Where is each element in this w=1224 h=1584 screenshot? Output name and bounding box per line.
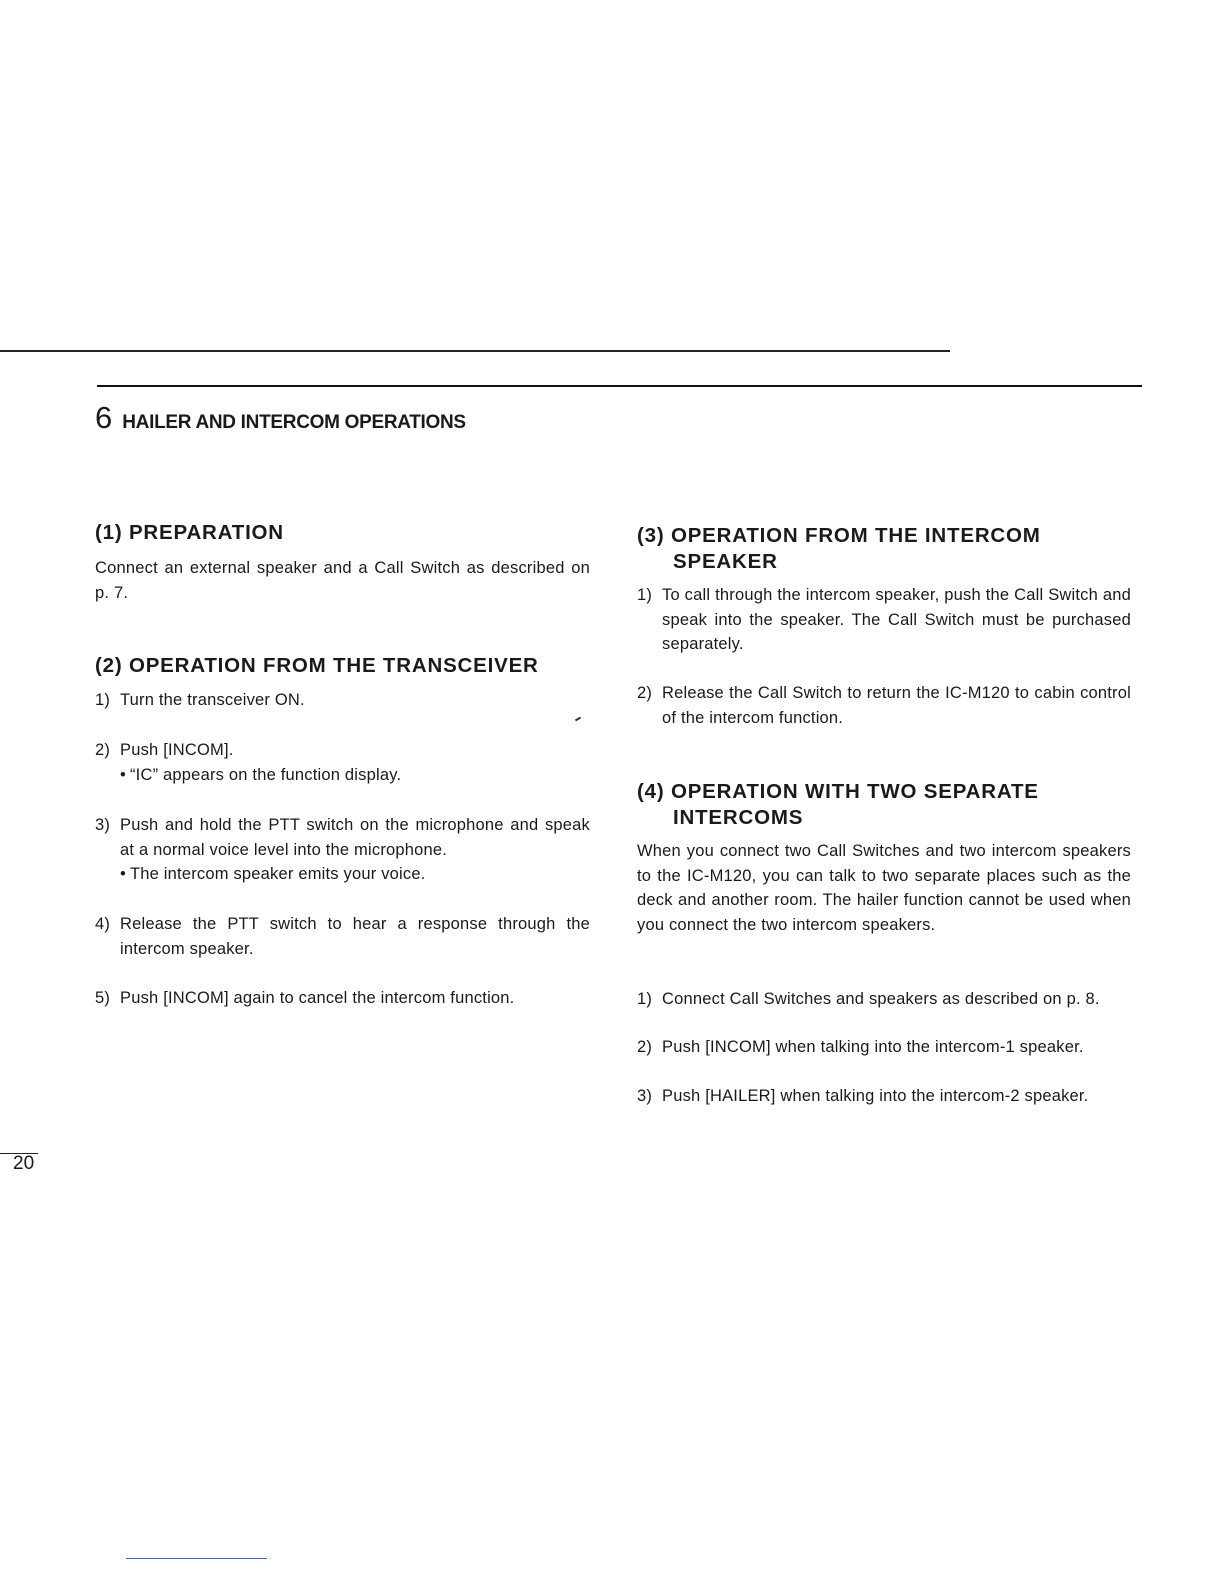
item-text: Release the Call Switch to return the IC-M120 to cabin control of the intercom function.	[662, 684, 1131, 727]
list-item	[637, 583, 1131, 657]
list-item	[637, 1084, 1131, 1109]
bullet-icon: •	[120, 865, 126, 884]
chapter-number: 6	[95, 400, 113, 435]
item-text: Push [INCOM].	[120, 741, 234, 759]
item-number: 3)	[637, 1087, 653, 1105]
bullet-text: The intercom speaker emits your voice.	[129, 865, 426, 884]
bullet-text: “IC” appears on the function display.	[129, 765, 402, 784]
bullet-note	[95, 763, 590, 788]
list-item	[95, 688, 590, 713]
bullet-icon: •	[120, 765, 126, 784]
item-text: Push [HAILER] when talking into the intercom-2 speaker.	[662, 1087, 1089, 1105]
item-text: Release the PTT switch to hear a response through the intercom speaker.	[120, 915, 590, 958]
item-number: 1)	[637, 586, 653, 604]
list-item	[95, 986, 590, 1011]
item-text: Turn the transceiver ON.	[120, 691, 305, 709]
item-text: To call through the intercom speaker, push the Call Switch and speak into the speaker. The Call Switch must be purchased separately.	[662, 586, 1131, 654]
item-number: 3)	[95, 816, 111, 834]
section-heading: (3) OPERATION FROM THE INTERCOM	[637, 524, 1041, 547]
item-number: 2)	[637, 684, 653, 702]
item-text: Connect Call Switches and speakers as described on p. 8.	[662, 990, 1100, 1008]
section-body: Connect an external speaker and a Call Switch as described on p. 7.	[95, 559, 590, 602]
chapter-rule	[97, 385, 1142, 387]
top-scan-rule	[0, 350, 950, 352]
list-item	[95, 813, 590, 887]
item-text: Push [INCOM] again to cancel the intercom function.	[120, 989, 515, 1007]
section-heading-continued: INTERCOMS	[673, 806, 804, 829]
item-number: 5)	[95, 989, 111, 1007]
list-item	[95, 912, 590, 961]
item-number: 1)	[637, 990, 653, 1008]
bullet-note	[95, 862, 590, 887]
bottom-underline-mark	[126, 1558, 267, 1559]
item-text: Push [INCOM] when talking into the intercom-1 speaker.	[662, 1038, 1084, 1056]
chapter-title: HAILER AND INTERCOM OPERATIONS	[122, 412, 466, 433]
section-operation-transceiver	[95, 653, 590, 679]
item-number: 1)	[95, 691, 111, 709]
section-heading-continued: SPEAKER	[673, 550, 778, 573]
section-heading: (1) PREPARATION	[95, 521, 284, 544]
section-body: When you connect two Call Switches and two intercom speakers to the IC-M120, you can talk to two separate places such as the deck and another room. The hailer function cannot be used when you connect the two intercom speakers.	[637, 842, 1131, 935]
page-number: 20	[13, 1153, 35, 1174]
list-item	[637, 681, 1131, 730]
scan-speck	[575, 717, 581, 722]
list-item	[637, 987, 1131, 1012]
item-text: Push and hold the PTT switch on the microphone and speak at a normal voice level into the microphone.	[120, 816, 590, 859]
item-number: 2)	[637, 1038, 653, 1056]
item-number: 2)	[95, 741, 111, 759]
section-two-intercoms	[637, 779, 1131, 938]
section-heading: (2) OPERATION FROM THE TRANSCEIVER	[95, 654, 539, 677]
section-preparation	[95, 520, 590, 605]
section-operation-intercom-speaker	[637, 523, 1131, 575]
list-item	[637, 1035, 1131, 1060]
list-item	[95, 738, 590, 787]
section-heading: (4) OPERATION WITH TWO SEPARATE	[637, 780, 1039, 803]
item-number: 4)	[95, 915, 111, 933]
chapter-header	[95, 400, 466, 436]
